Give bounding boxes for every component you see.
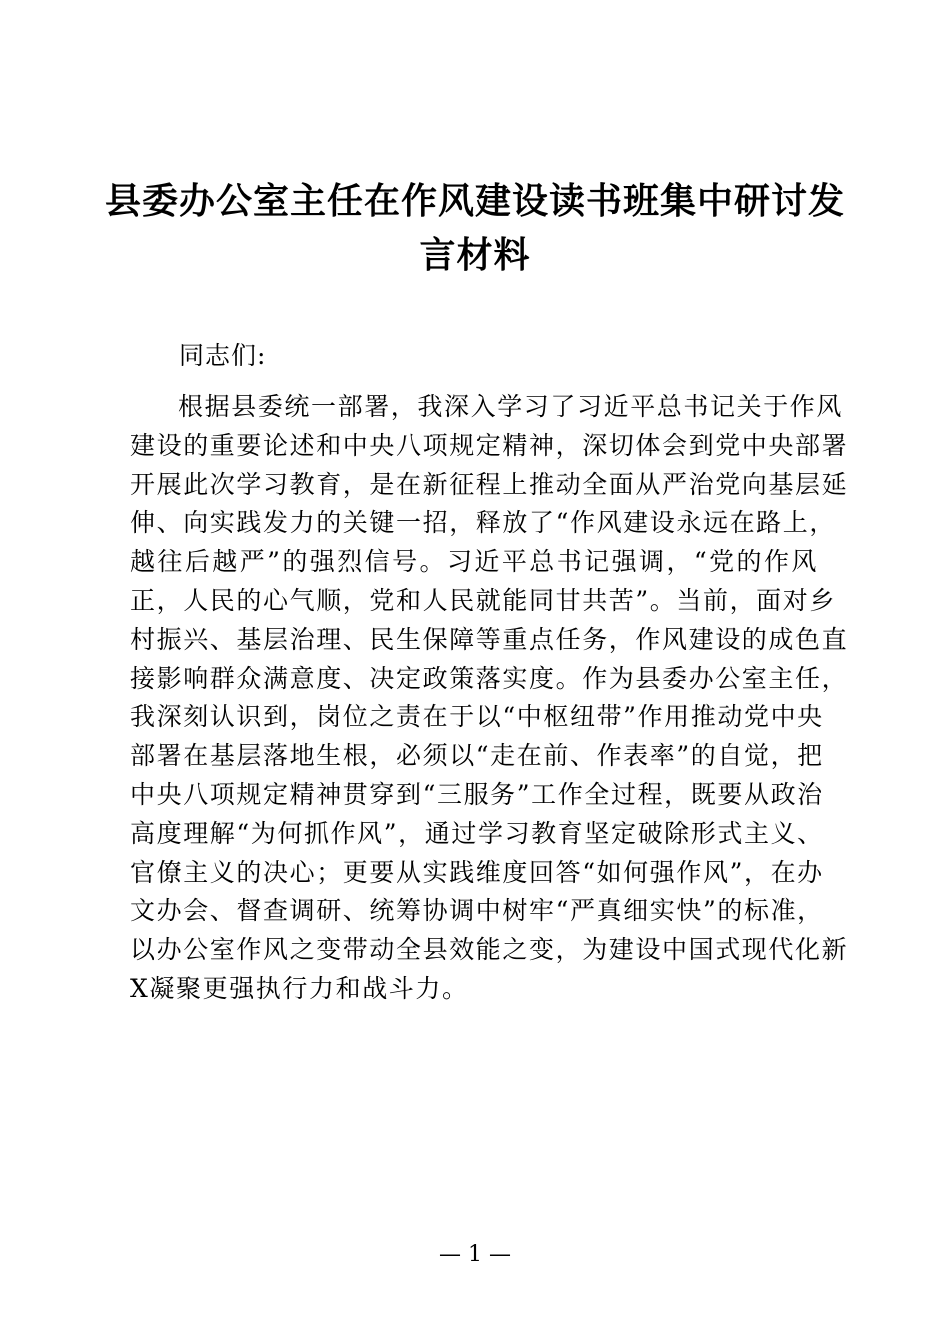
paragraph-line: 建设的重要论述和中央八项规定精神，深切体会到党中央部署 xyxy=(130,430,849,460)
title-line-1: 县委办公室主任在作风建设读书班集中研讨发 xyxy=(104,180,845,222)
paragraph-line: 开展此次学习教育，是在新征程上推动全面从严治党向基层延 xyxy=(130,469,849,499)
paragraph-line: X凝聚更强执行力和战斗力。 xyxy=(130,973,469,1003)
paragraph-line: 官僚主义的决心；更要从实践维度回答“如何强作风”，在办 xyxy=(130,857,824,887)
paragraph-line: 文办会、督查调研、统筹协调中树牢“严真细实快”的标准， xyxy=(130,896,824,926)
document-title xyxy=(90,174,860,282)
paragraph-line: 高度理解“为何抓作风”，通过学习教育坚定破除形式主义、 xyxy=(130,818,824,848)
paragraph-line: 我深刻认识到，岗位之责在于以“中枢纽带”作用推动党中央 xyxy=(130,702,824,732)
title-line-2: 言材料 xyxy=(419,234,531,276)
paragraph-line: 以办公室作风之变带动全县效能之变，为建设中国式现代化新 xyxy=(130,935,849,965)
paragraph-line: 正，人民的心气顺，党和人民就能同甘共苦”。当前，面对乡 xyxy=(130,585,836,615)
paragraph-line: 根据县委统一部署，我深入学习了习近平总书记关于作风 xyxy=(178,392,844,421)
paragraph-line: 接影响群众满意度、决定政策落实度。作为县委办公室主任， xyxy=(130,663,849,693)
paragraph-line: 越往后越严”的强烈信号。习近平总书记强调，“党的作风 xyxy=(130,547,818,577)
paragraph-line: 部署在基层落地生根，必须以“走在前、作表率”的自觉，把 xyxy=(130,741,824,771)
body-paragraph xyxy=(130,388,849,1009)
salutation: 同志们: xyxy=(179,341,267,370)
paragraph-line: 村振兴、基层治理、民生保障等重点任务，作风建设的成色直 xyxy=(130,624,849,654)
paragraph-line: 中央八项规定精神贯穿到“三服务”工作全过程，既要从政治 xyxy=(130,779,824,809)
page-number: — 1 — xyxy=(439,1242,511,1267)
paragraph-line: 伸、向实践发力的关键一招，释放了“作风建设永远在路上， xyxy=(130,508,836,538)
